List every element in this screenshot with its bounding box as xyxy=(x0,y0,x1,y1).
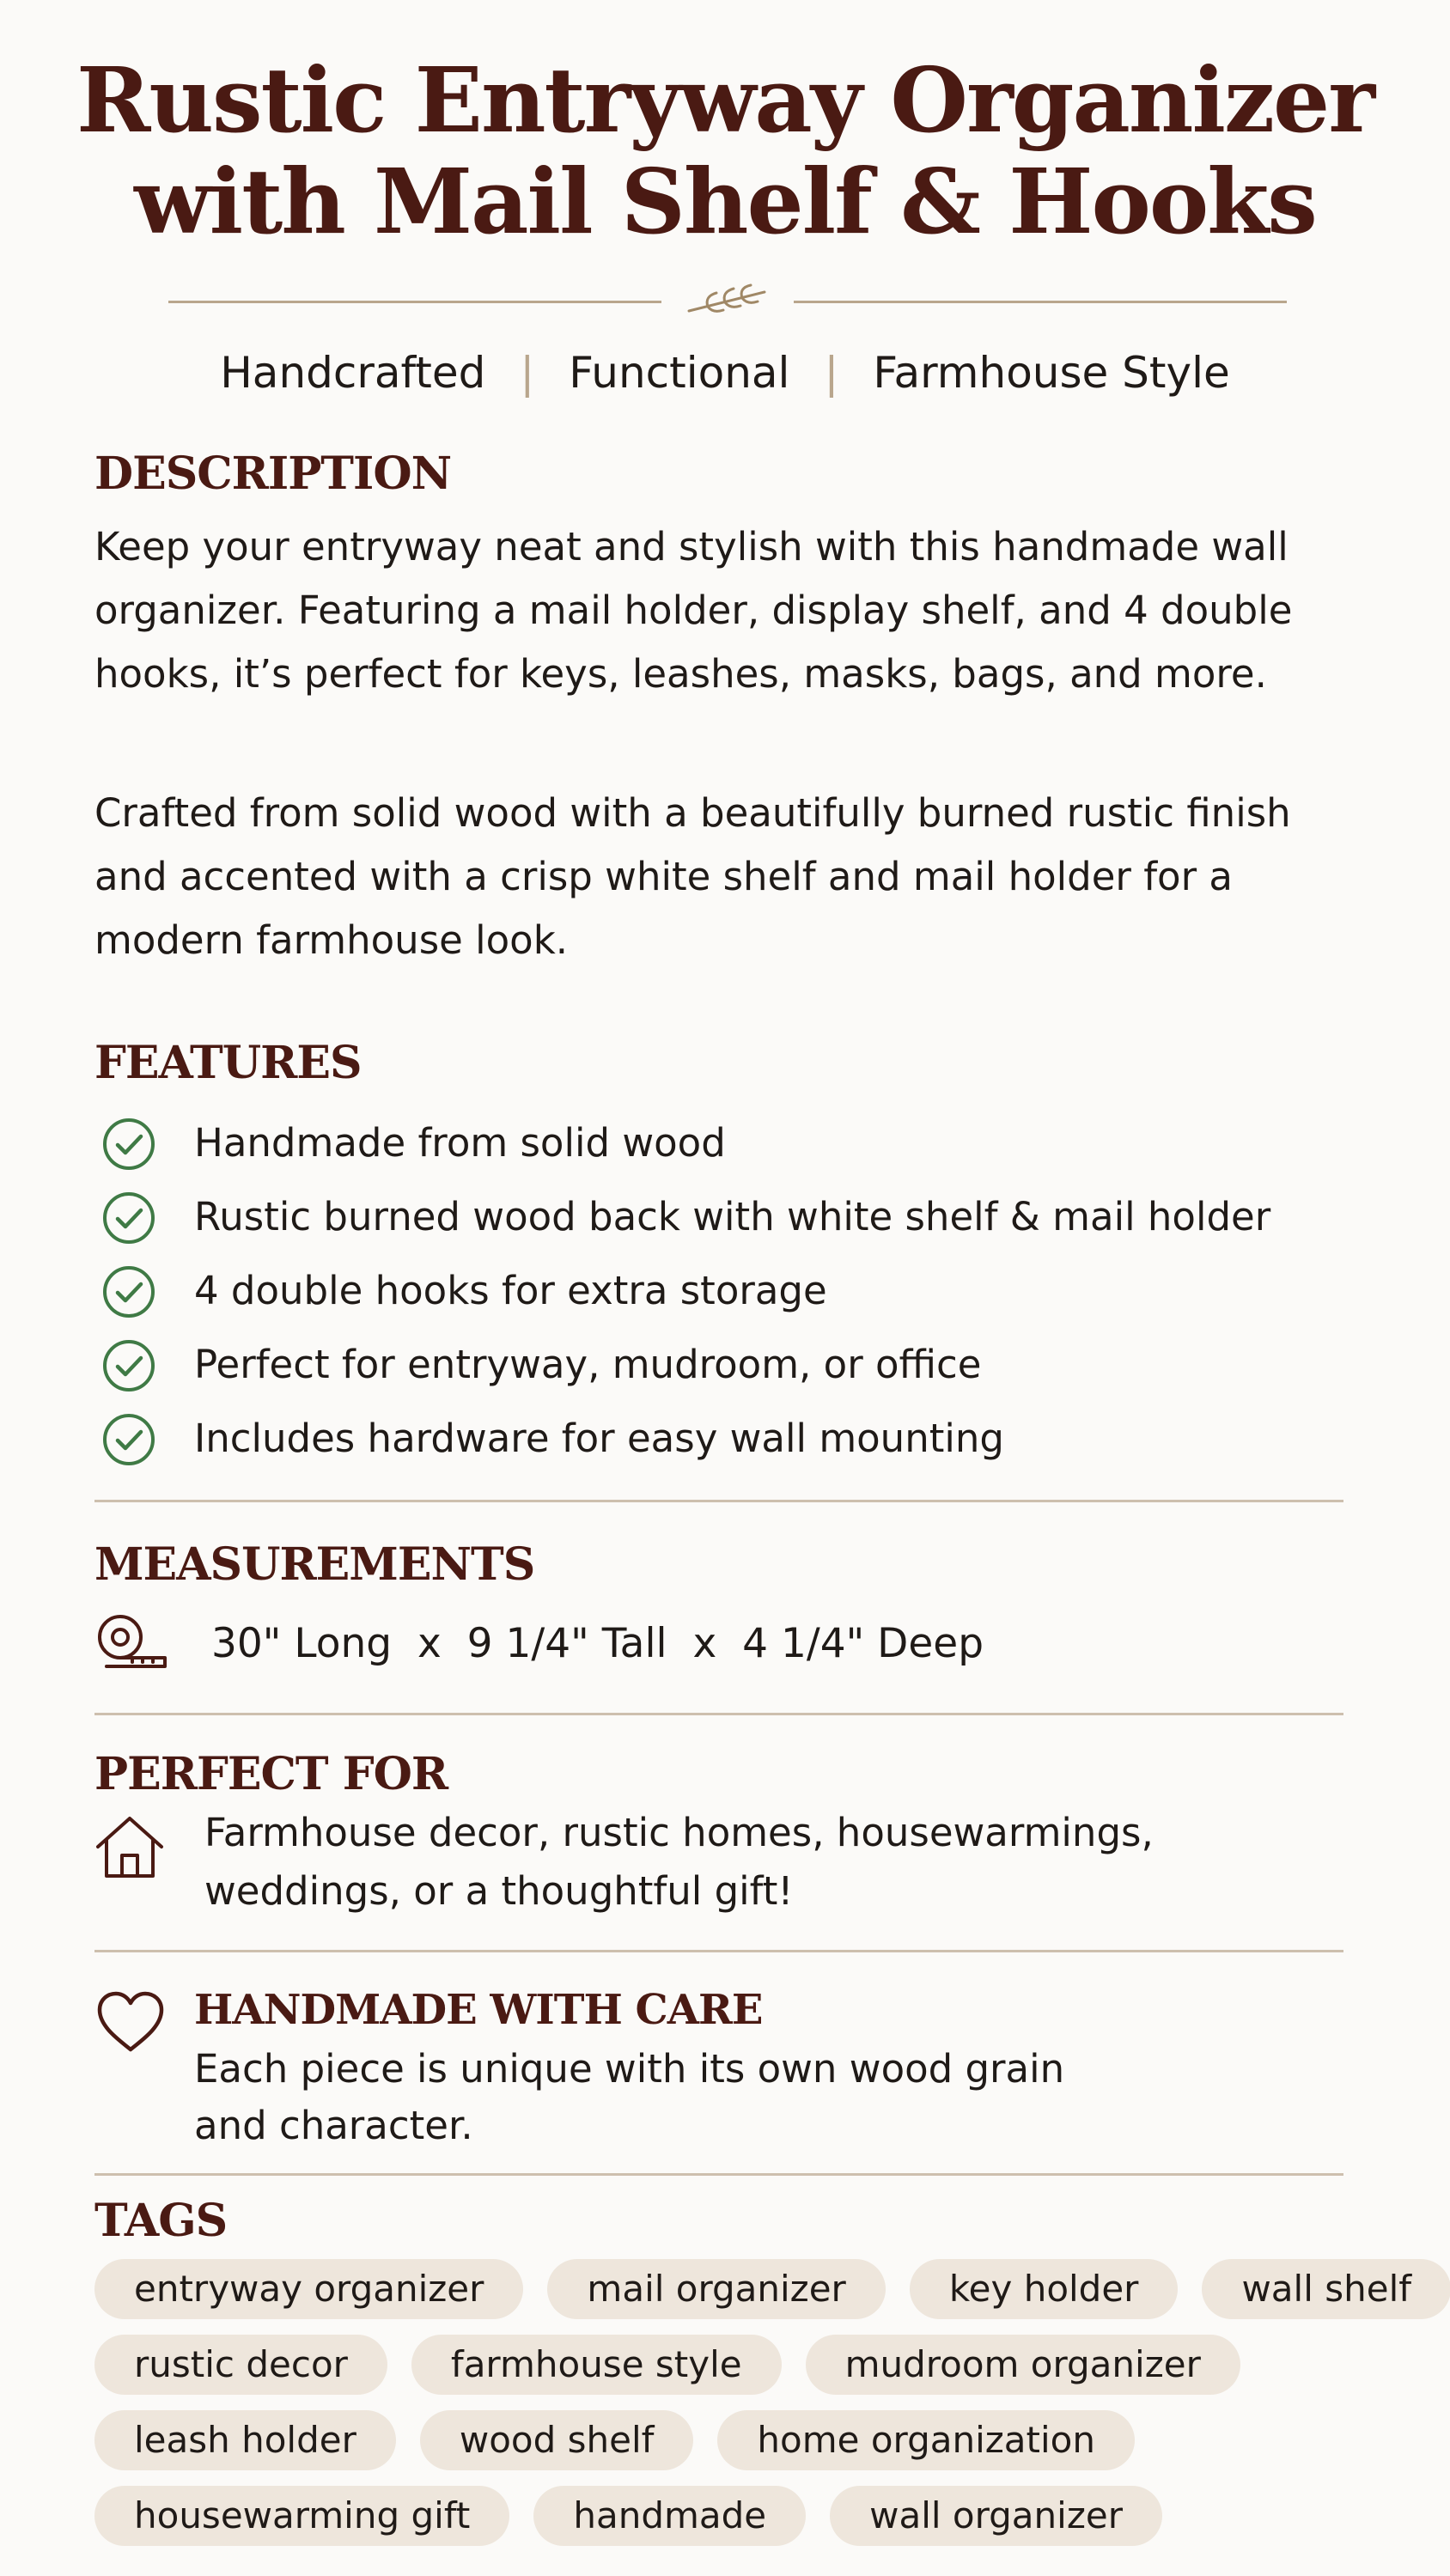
tag-chip[interactable]: rustic decor xyxy=(94,2335,387,2395)
tagline-handcrafted: Handcrafted xyxy=(220,348,486,398)
tag-row xyxy=(94,2410,1400,2486)
tagline-functional: Functional xyxy=(569,348,790,398)
tagline-separator: | xyxy=(824,348,839,398)
features-heading: FEATURES xyxy=(94,1037,362,1089)
title-line-2: with Mail Shelf & Hooks xyxy=(134,149,1316,254)
feature-item xyxy=(94,1256,1366,1330)
feature-text: Rustic burned wood back with white shelf & mail holder xyxy=(194,1194,1271,1239)
tag-row xyxy=(94,2259,1412,2335)
tag-row xyxy=(94,2335,1400,2410)
tagline-farmhouse-style: Farmhouse Style xyxy=(873,348,1230,398)
feature-item xyxy=(94,1182,1366,1256)
handmade-text-line-1: Each piece is unique with its own wood grain xyxy=(194,2046,1065,2092)
check-circle-icon xyxy=(101,1117,156,1172)
handmade-heading: HANDMADE WITH CARE xyxy=(194,1986,763,2034)
tag-chip[interactable]: wall organizer xyxy=(830,2486,1162,2546)
tag-chip[interactable]: leash holder xyxy=(94,2410,396,2470)
wheat-sprig-icon xyxy=(682,283,773,318)
tags-list xyxy=(94,2259,1412,2561)
section-divider xyxy=(94,1950,1343,1952)
heart-icon xyxy=(94,1989,167,2055)
tape-measure-icon xyxy=(94,1611,170,1670)
tag-chip[interactable]: housewarming gift xyxy=(94,2486,509,2546)
feature-text: Perfect for entryway, mudroom, or office xyxy=(194,1342,982,1387)
tag-chip[interactable]: wall shelf xyxy=(1202,2259,1450,2319)
divider-line-left xyxy=(168,301,661,303)
tag-chip[interactable]: handmade xyxy=(533,2486,806,2546)
measurements-heading: MEASUREMENTS xyxy=(94,1538,535,1591)
house-icon xyxy=(94,1814,165,1879)
tagline-separator: | xyxy=(520,348,535,398)
section-divider xyxy=(94,1713,1343,1715)
measurements-text: 30" Long x 9 1/4" Tall x 4 1/4" Deep xyxy=(211,1620,984,1667)
description-paragraph-2: Crafted from solid wood with a beautifully burned rustic finish and accented with a crisp white shelf and mail holder for a modern farmhouse look. xyxy=(94,790,1291,963)
check-circle-icon xyxy=(101,1338,156,1393)
subtitle-tagline xyxy=(0,344,1450,402)
description-paragraph-1: Keep your entryway neat and stylish with this handmade wall organizer. Featuring a mail holder, display shelf, and 4 double hooks, it’s perfect for keys, leashes, masks, bags, and more. xyxy=(94,524,1293,697)
description-heading: DESCRIPTION xyxy=(94,448,452,500)
tag-chip[interactable]: home organization xyxy=(717,2410,1135,2470)
handmade-text-line-2: and character. xyxy=(194,2103,473,2148)
title-divider xyxy=(168,283,1287,318)
tag-chip[interactable]: farmhouse style xyxy=(411,2335,782,2395)
tag-chip[interactable]: mail organizer xyxy=(547,2259,885,2319)
divider-line-right xyxy=(794,301,1287,303)
tag-chip[interactable]: wood shelf xyxy=(420,2410,694,2470)
feature-text: Handmade from solid wood xyxy=(194,1120,726,1166)
section-divider xyxy=(94,1500,1343,1502)
handmade-text xyxy=(194,2041,1225,2154)
feature-item xyxy=(94,1330,1366,1404)
check-circle-icon xyxy=(101,1412,156,1467)
section-divider xyxy=(94,2173,1343,2176)
tag-chip[interactable]: mudroom organizer xyxy=(806,2335,1240,2395)
check-circle-icon xyxy=(101,1264,156,1319)
features-list xyxy=(94,1108,1366,1477)
tag-row xyxy=(94,2486,1400,2561)
feature-item xyxy=(94,1108,1366,1182)
tag-chip[interactable]: entryway organizer xyxy=(94,2259,523,2319)
tags-heading: TAGS xyxy=(94,2195,228,2247)
feature-item xyxy=(94,1404,1366,1477)
check-circle-icon xyxy=(101,1191,156,1245)
feature-text: 4 double hooks for extra storage xyxy=(194,1268,827,1313)
page-title xyxy=(0,47,1450,254)
tag-chip[interactable]: key holder xyxy=(910,2259,1179,2319)
perfect-for-text: Farmhouse decor, rustic homes, housewarmings, weddings, or a thoughtful gift! xyxy=(204,1810,1154,1914)
feature-text: Includes hardware for easy wall mounting xyxy=(194,1416,1004,1461)
perfect-for-heading: PERFECT FOR xyxy=(94,1748,448,1800)
title-line-1: Rustic Entryway Organizer xyxy=(76,47,1374,153)
